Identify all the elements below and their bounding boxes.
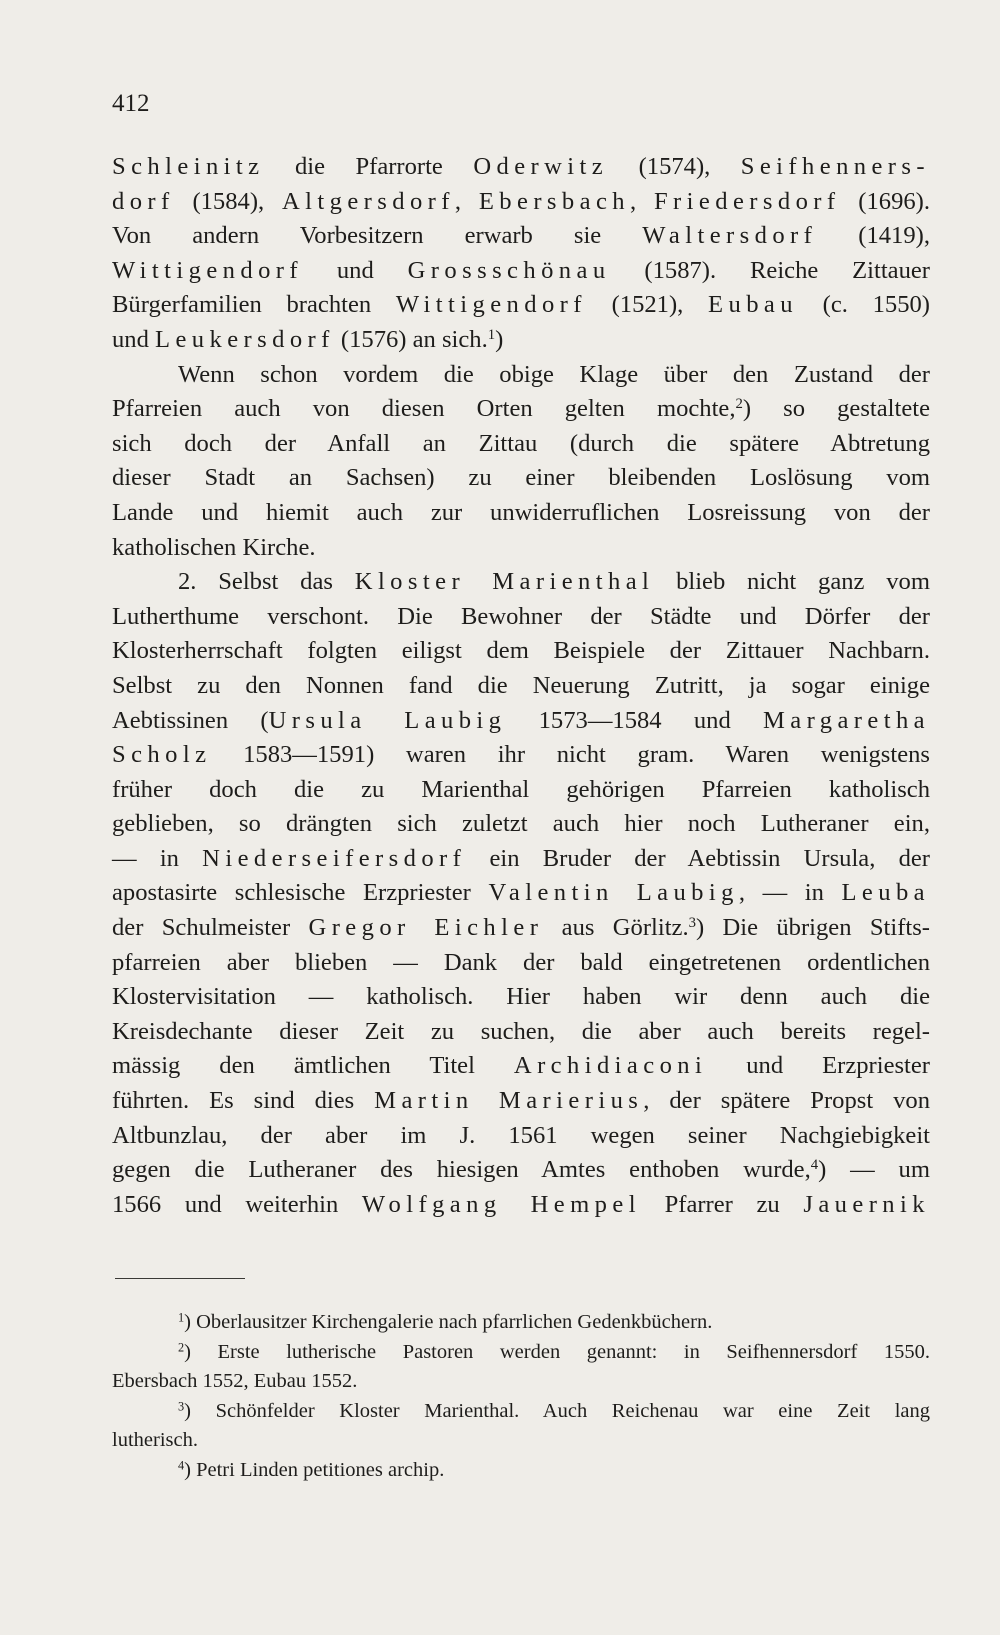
- place-name: Ebersbach: [478, 187, 630, 215]
- place-name: Schleinitz: [112, 153, 265, 180]
- text-run: Kreisdechante dieser Zeit zu suchen, die aber auch bereits regel-: [112, 1017, 930, 1045]
- text-run: (1587). Reiche Zittauer: [610, 256, 930, 284]
- body-text: [112, 150, 930, 1222]
- text-line: [112, 669, 930, 704]
- text-run: Pfarreien auch von diesen Orten gelten mochte,: [112, 395, 736, 423]
- text-line: [112, 185, 930, 220]
- text-line: [112, 876, 930, 911]
- place-name: Altgersdorf: [281, 187, 455, 215]
- text-run: der Schulmeister: [112, 914, 309, 942]
- person-name: Wolfgang Hempel: [361, 1190, 641, 1218]
- person-name: Gregor Eichler: [308, 914, 544, 942]
- text-run: (1584),: [174, 187, 282, 215]
- page-number: 412: [112, 90, 150, 117]
- text-line: [112, 980, 930, 1015]
- footnote-text: lutherisch.: [112, 1429, 198, 1452]
- text-run: , der spätere Propst von: [643, 1087, 930, 1115]
- place-name: Eubau: [708, 291, 798, 319]
- footnote-text: ) Petri Linden petitiones archip.: [184, 1458, 445, 1481]
- text-line: [112, 219, 930, 254]
- text-line: [112, 288, 930, 323]
- text-run: Lutherthume verschont. Die Bewohner der Städte und Dörfer der: [112, 602, 930, 630]
- text-line: [112, 773, 930, 808]
- footnote-text: ) Erste lutherische Pastoren werden genannt: in Seifhennersdorf 1550.: [184, 1340, 930, 1363]
- text-run: , — in: [738, 879, 842, 907]
- person-name: Margaretha: [762, 706, 930, 734]
- text-run: aus Görlitz.: [543, 914, 689, 942]
- text-run: Selbst zu den Nonnen fand die Neuerung Zutritt, ja sogar einige: [112, 671, 930, 699]
- text-line: [112, 427, 930, 462]
- text-run: (1419),: [817, 222, 930, 250]
- text-run: 1573—1584 und: [506, 706, 763, 734]
- text-run: geblieben, so drängten sich zuletzt auch hier noch Lutheraner ein,: [112, 810, 930, 838]
- text-run: ,: [630, 187, 654, 215]
- text-line: [112, 358, 930, 393]
- text-run: ) so gestaltete: [742, 395, 930, 423]
- text-run: (1696).: [840, 187, 931, 215]
- place-name: Seifhenners-: [740, 153, 930, 180]
- footnote-ref: 2: [735, 396, 743, 413]
- footnote-marker: 2: [178, 1339, 185, 1354]
- text-run: Klosterherrschaft folgten eiligst dem Beispiele der Zittauer Nachbarn.: [112, 637, 930, 665]
- text-run: Lande und hiemit auch zur unwiderruflichen Losreissung von der: [112, 498, 930, 526]
- footnote: [112, 1397, 930, 1427]
- person-name: Valentin Laubig: [488, 879, 739, 907]
- text-run: Bürgerfamilien brachten: [112, 291, 396, 319]
- text-line: [112, 392, 930, 427]
- text-run: (1574),: [608, 153, 741, 180]
- footnotes: [112, 1308, 930, 1486]
- place-name: Friedersdorf: [653, 187, 841, 215]
- text-run: apostasirte schlesische Erzpriester: [112, 879, 489, 907]
- text-run: sich doch der Anfall an Zittau (durch die spätere Abtretung: [112, 429, 930, 457]
- place-name: Kloster Marienthal: [354, 568, 655, 596]
- text-line: [112, 150, 930, 185]
- text-run: ,: [454, 187, 479, 215]
- text-line: [112, 704, 930, 739]
- text-run: dieser Stadt an Sachsen) zu einer bleibenden Loslösung vom: [112, 464, 930, 492]
- text-line: [112, 565, 930, 600]
- text-run: und Erzpriester: [707, 1052, 930, 1080]
- text-run: früher doch die zu Marienthal gehörigen Pfarreien katholisch: [112, 775, 930, 803]
- text-line: [112, 1015, 930, 1050]
- text-run: und: [112, 325, 156, 353]
- place-name: Wittigendorf: [395, 291, 587, 319]
- place-name: Wittigendorf: [112, 256, 303, 284]
- text-line: [112, 531, 930, 566]
- text-run: Aebtissinen (: [112, 706, 269, 734]
- text-run: 1583—1591) waren ihr nicht gram. Waren wenigstens: [211, 741, 930, 769]
- footnote-ref: 4: [810, 1157, 819, 1174]
- footnote-marker: 1: [178, 1310, 185, 1325]
- text-run: pfarreien aber blieben — Dank der bald eingetretenen ordentlichen: [112, 948, 930, 976]
- place-name: Leuba: [841, 879, 930, 907]
- person-name: Martin Marierius: [374, 1087, 644, 1115]
- footnote-marker: 4: [178, 1458, 185, 1473]
- footnote-ref: 1: [487, 326, 496, 343]
- text-run: katholischen Kirche.: [112, 533, 316, 561]
- person-name: Scholz: [112, 741, 212, 769]
- text-run: 1566 und weiterhin: [112, 1190, 362, 1218]
- footnote-divider: [115, 1278, 245, 1279]
- text-run: blieb nicht ganz vom: [654, 568, 930, 596]
- text-run: Von andern Vorbesitzern erwarb sie: [112, 222, 643, 250]
- text-run: Klostervisitation — katholisch. Hier haben wir denn auch die: [112, 983, 930, 1011]
- text-line: [112, 254, 930, 289]
- text-line: [112, 496, 930, 531]
- text-line: [112, 461, 930, 496]
- text-run: ) Die übrigen Stifts-: [695, 914, 930, 942]
- place-name: Jauernik: [803, 1190, 930, 1218]
- text-run: Wenn schon vordem die obige Klage über den Zustand der: [178, 360, 930, 388]
- text-line: [112, 738, 930, 773]
- text-run: (1576) an sich.: [334, 325, 488, 353]
- text-run: (c. 1550): [797, 291, 930, 319]
- text-line: [112, 1153, 930, 1188]
- place-name: Waltersdorf: [642, 222, 818, 250]
- text-line: [112, 807, 930, 842]
- text-line: [112, 911, 930, 946]
- footnote-ref: 3: [688, 914, 696, 931]
- text-line: [112, 1049, 930, 1084]
- place-name: Niederseifersdorf: [202, 844, 467, 872]
- footnote: [112, 1456, 930, 1486]
- place-name: Leukersdorf: [155, 325, 335, 353]
- footnote: [112, 1338, 930, 1368]
- text-run: ) — um: [818, 1156, 930, 1184]
- text-line: [112, 323, 930, 358]
- footnote-text: ) Oberlausitzer Kirchengalerie nach pfarrlichen Gedenkbüchern.: [184, 1311, 713, 1333]
- text-line: [112, 634, 930, 669]
- footnote: [112, 1308, 930, 1338]
- text-line: [112, 600, 930, 635]
- footnote-continuation: [112, 1367, 930, 1397]
- text-run: 2. Selbst das: [178, 568, 355, 596]
- footnote-continuation: [112, 1426, 930, 1456]
- place-name: Grossschönau: [407, 256, 611, 284]
- text-line: [112, 1188, 930, 1223]
- text-run: und: [303, 256, 408, 284]
- footnote-text: Ebersbach 1552, Eubau 1552.: [112, 1370, 358, 1393]
- text-run: führten. Es sind dies: [112, 1087, 375, 1115]
- text-line: [112, 1119, 930, 1154]
- text-run: ): [495, 325, 504, 353]
- person-name: Ursula Laubig: [268, 706, 507, 734]
- text-run: Pfarrer zu: [640, 1190, 804, 1218]
- text-run: — in: [112, 844, 203, 872]
- text-run: die Pfarrorte: [264, 153, 474, 180]
- footnote-text: ) Schönfelder Kloster Marienthal. Auch Reichenau war eine Zeit lang: [184, 1399, 930, 1422]
- text-line: [112, 842, 930, 877]
- text-line: [112, 946, 930, 981]
- place-name: dorf: [112, 187, 175, 215]
- text-run: Altbunzlau, der aber im J. 1561 wegen seiner Nachgiebigkeit: [112, 1121, 930, 1149]
- footnote-marker: 3: [178, 1399, 185, 1414]
- text-run: gegen die Lutheraner des hiesigen Amtes enthoben wurde,: [112, 1156, 811, 1184]
- text-run: ein Bruder der Aebtissin Ursula, der: [466, 844, 930, 872]
- text-line: [112, 1084, 930, 1119]
- title-word: Archidiaconi: [513, 1052, 708, 1080]
- place-name: Oderwitz: [473, 153, 609, 180]
- text-run: (1521),: [586, 291, 709, 319]
- text-run: mässig den ämtlichen Titel: [112, 1052, 514, 1080]
